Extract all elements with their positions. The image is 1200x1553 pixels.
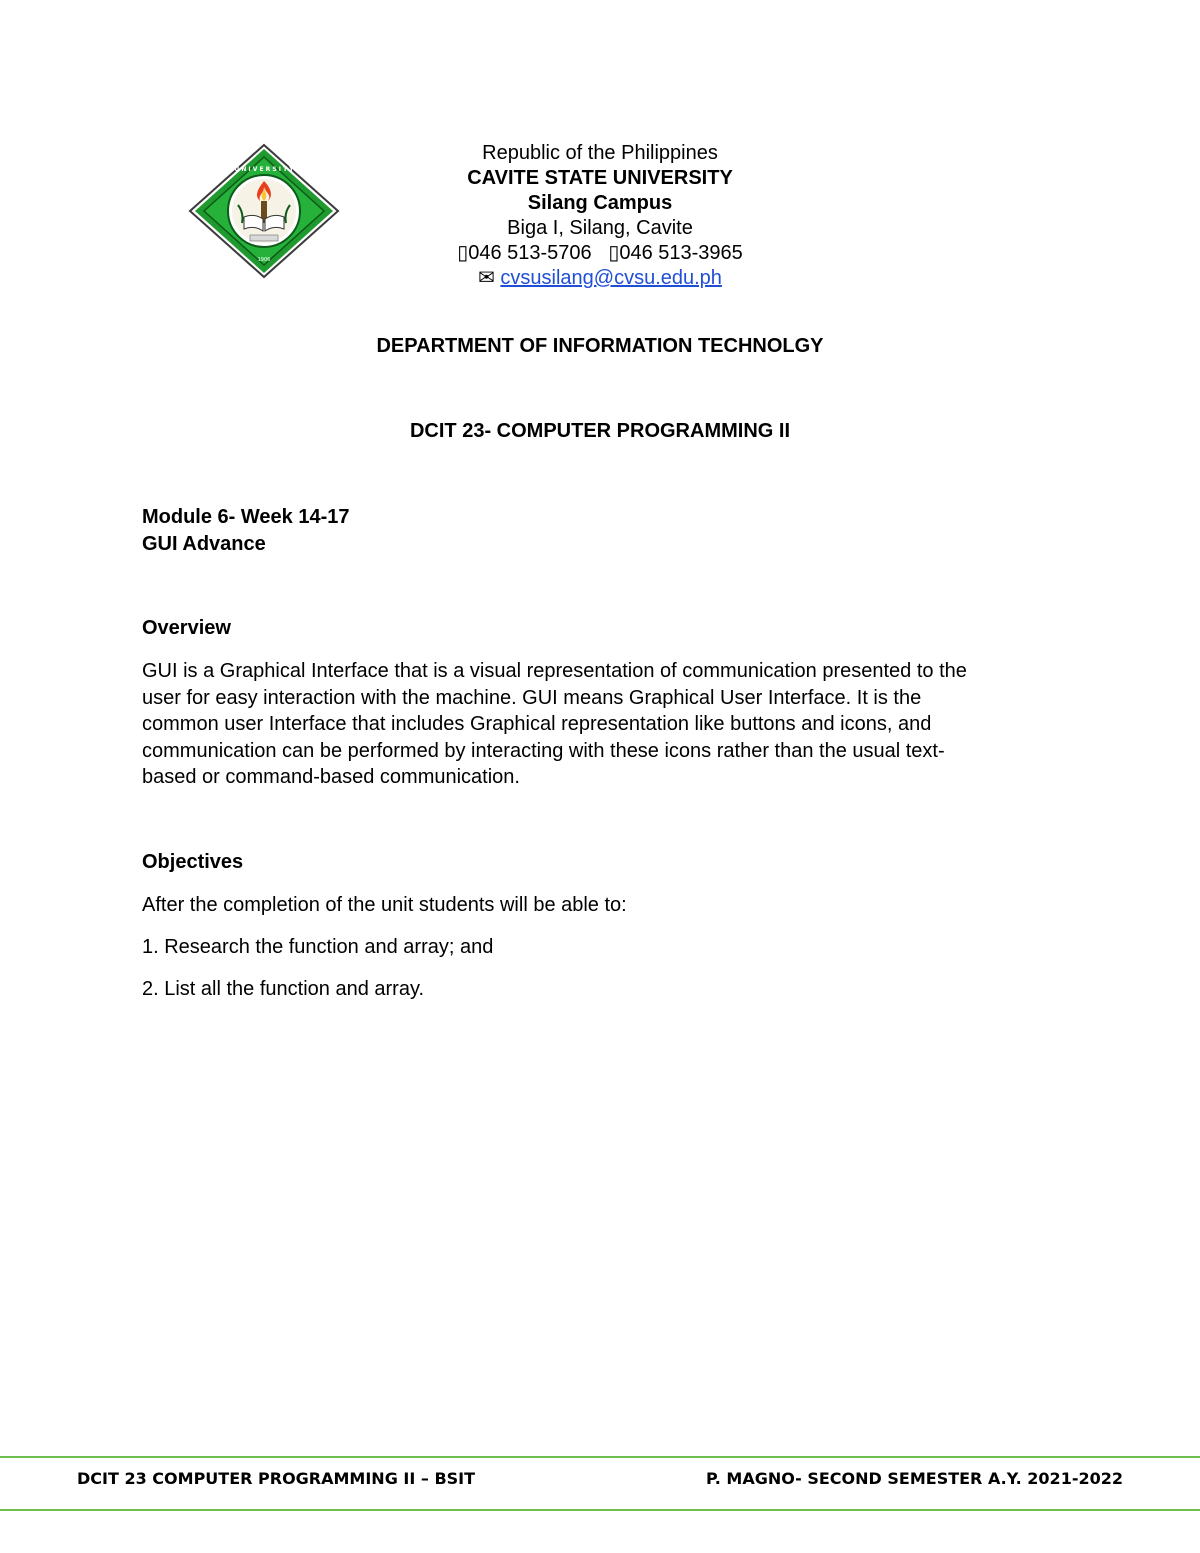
university-name: CAVITE STATE UNIVERSITY <box>467 167 733 189</box>
footer-course: DCIT 23 COMPUTER PROGRAMMING II – BSIT <box>77 1469 476 1488</box>
overview-line: common user Interface that includes Graphical representation like buttons and icons, and <box>142 713 932 735</box>
phone-row <box>300 241 900 266</box>
objective-item: 1. Research the function and array; and <box>142 936 494 958</box>
overview-line: based or command-based communication. <box>142 766 520 788</box>
department-heading: DEPARTMENT OF INFORMATION TECHNOLGY <box>376 335 824 357</box>
phone-icon: ▯ <box>608 242 620 264</box>
campus-name: Silang Campus <box>527 192 673 214</box>
overview-line: GUI is a Graphical Interface that is a visual representation of communication presented to the <box>142 660 967 682</box>
envelope-icon: ✉ <box>478 267 495 289</box>
footer-bottom-rule <box>0 1509 1200 1511</box>
objectives-heading: Objectives <box>142 851 244 873</box>
republic-line: Republic of the Philippines <box>482 142 718 164</box>
objective-item: 2. List all the function and array. <box>142 978 425 1000</box>
overview-paragraph <box>142 658 1072 791</box>
phone-number-2: 046 513-3965 <box>619 242 743 264</box>
phone-icon: ▯ <box>457 242 469 264</box>
footer-top-rule <box>0 1456 1200 1458</box>
university-header <box>300 141 900 291</box>
objectives-intro: After the completion of the unit students will be able to: <box>142 894 627 916</box>
footer-instructor-term: P. MAGNO- SECOND SEMESTER A.Y. 2021-2022 <box>705 1469 1123 1488</box>
module-title: Module 6- Week 14-17 <box>142 506 350 528</box>
phone-number-1: 046 513-5706 <box>468 242 592 264</box>
course-heading: DCIT 23- COMPUTER PROGRAMMING II <box>409 420 790 442</box>
overview-line: user for easy interaction with the machine. GUI means Graphical User Interface. It is the <box>142 686 922 709</box>
email-link[interactable]: cvsusilang@cvsu.edu.ph <box>500 267 722 289</box>
svg-text:U N I V E R S I T Y: U N I V E R S I T Y <box>234 166 294 173</box>
campus-address: Biga I, Silang, Cavite <box>507 217 693 239</box>
svg-text:1906: 1906 <box>257 257 271 263</box>
module-subtitle: GUI Advance <box>142 533 266 555</box>
module-info <box>142 504 1072 558</box>
email-row <box>300 266 900 291</box>
overview-line: communication can be performed by interacting with these icons rather than the usual text- <box>142 739 945 762</box>
overview-heading: Overview <box>142 617 231 639</box>
